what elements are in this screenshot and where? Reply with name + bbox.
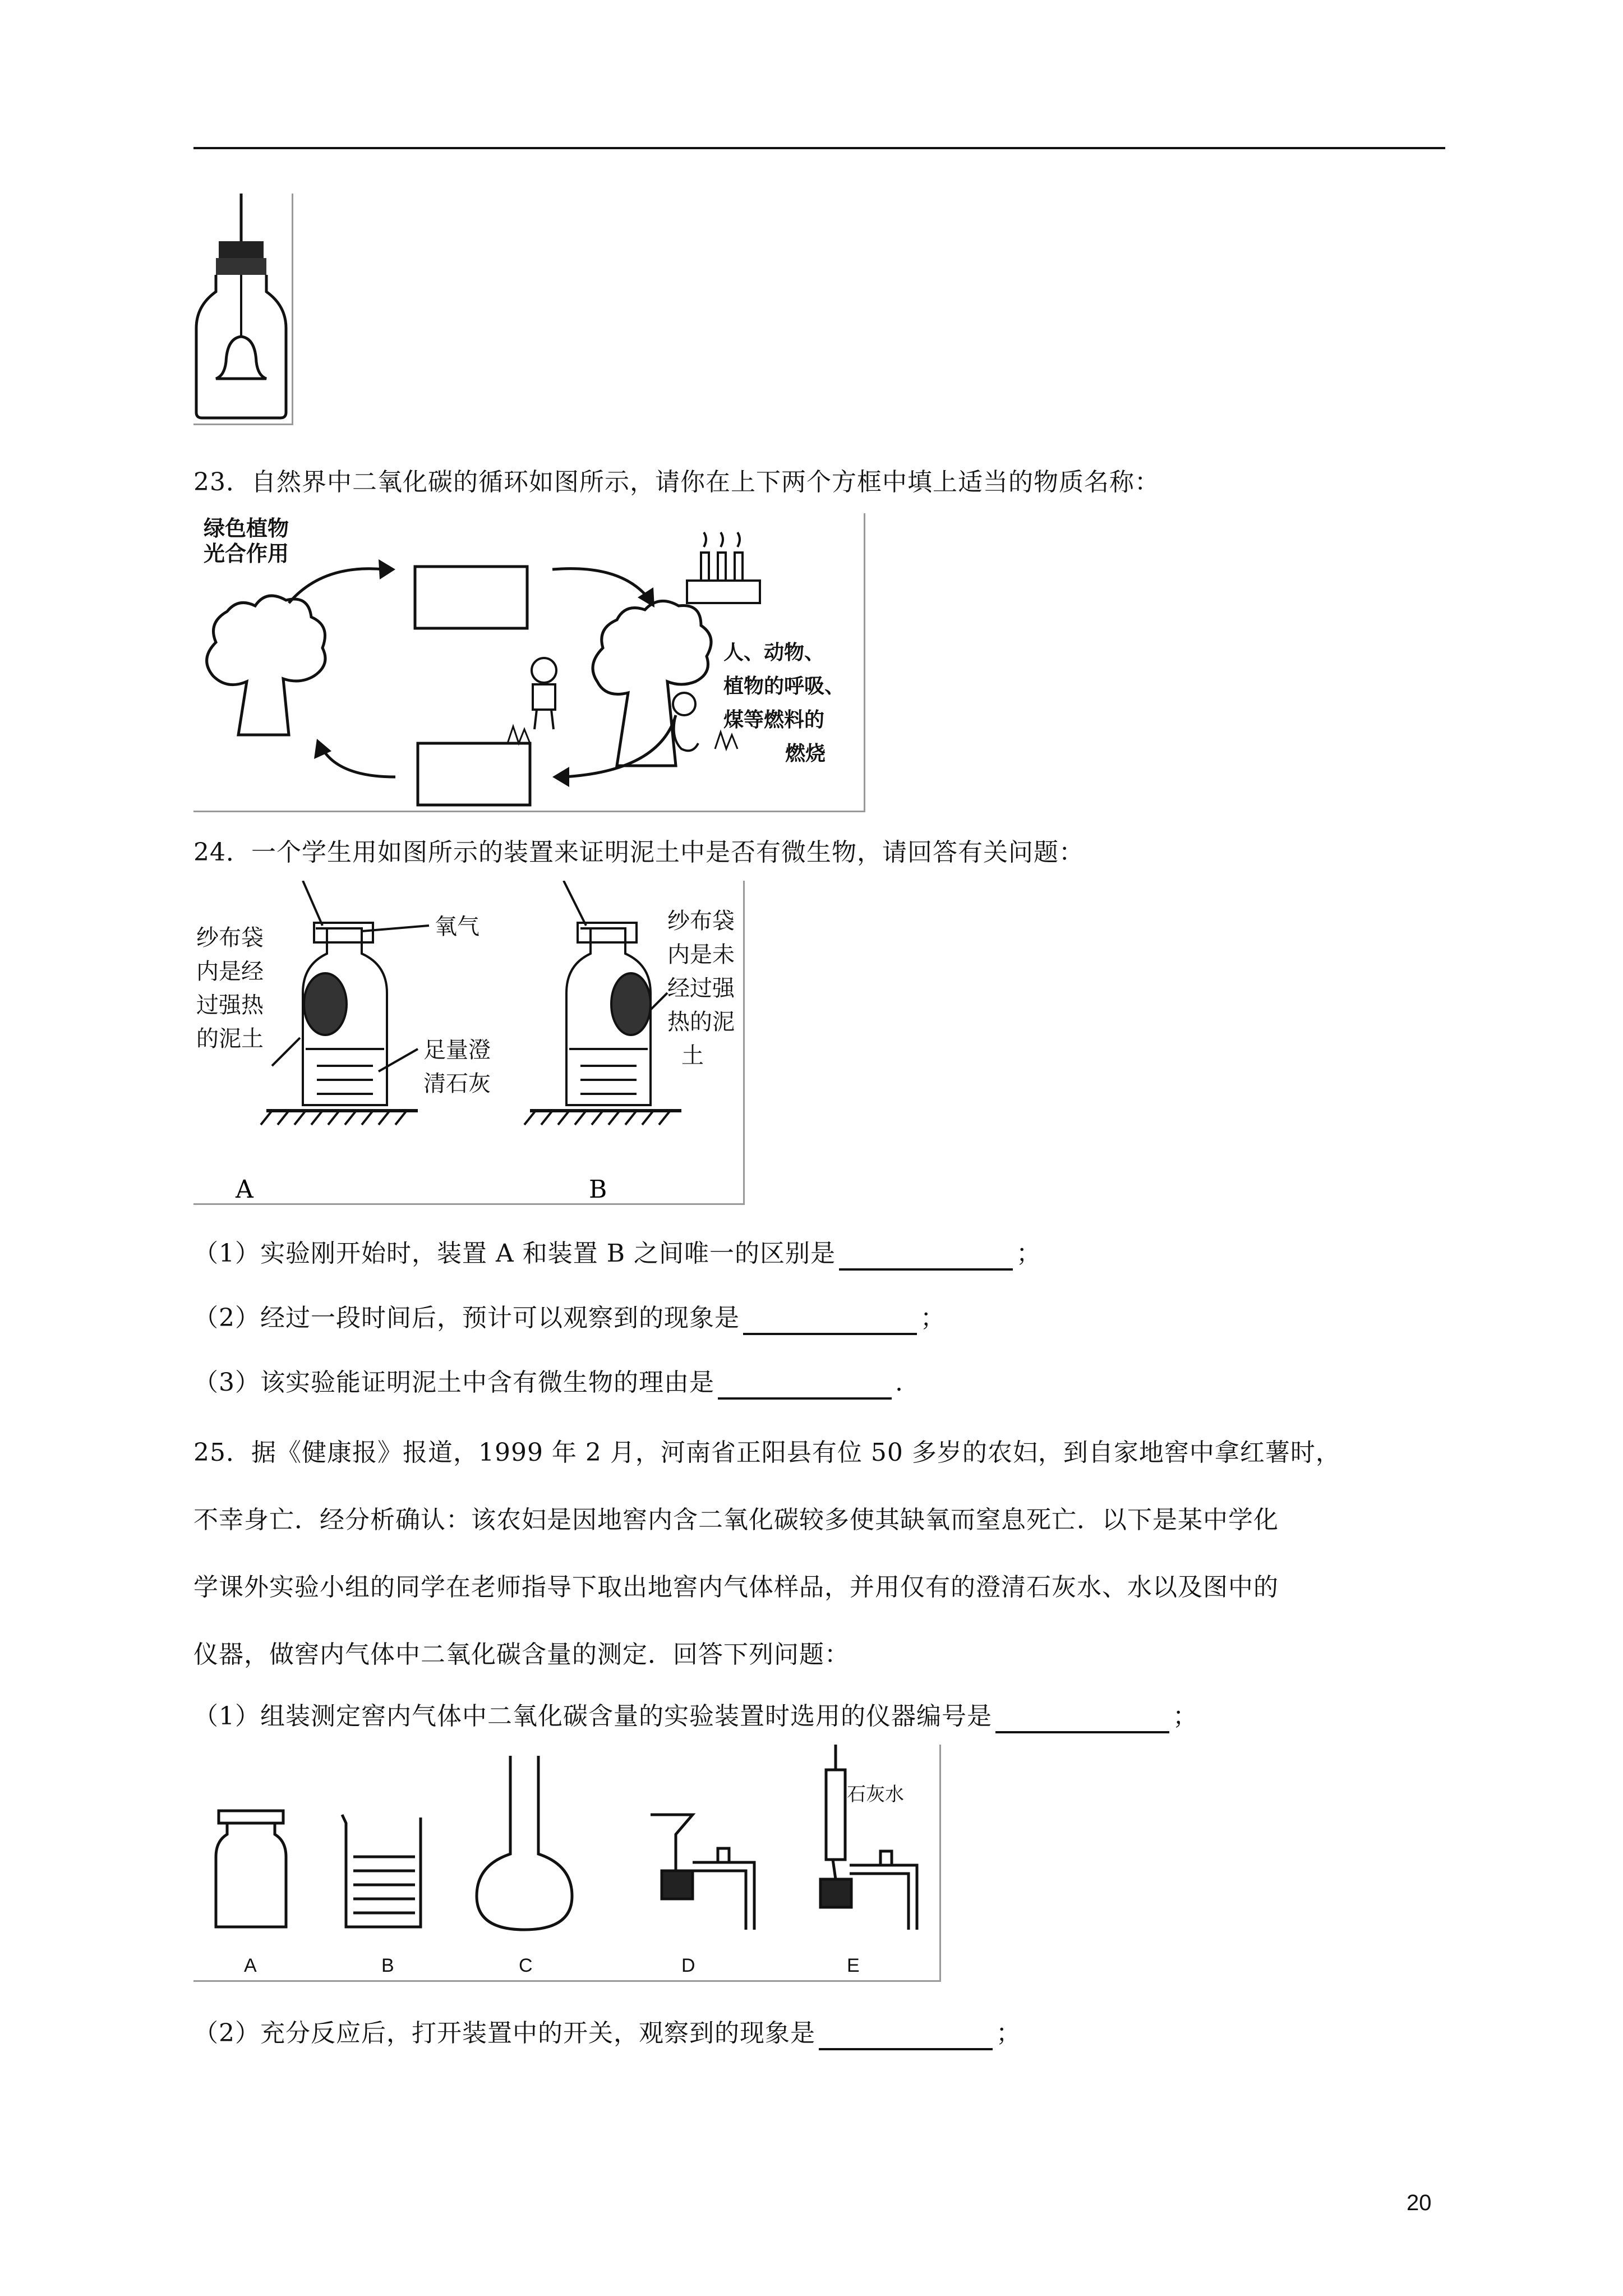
question-25-part-1 xyxy=(193,1700,1198,1733)
q24-answer-blank-2[interactable] xyxy=(743,1307,917,1335)
label-a-soil-3: 过强热 xyxy=(196,992,264,1018)
q24-part1-end: ； xyxy=(1016,1239,1042,1268)
label-b-soil-3: 经过强 xyxy=(667,976,735,1001)
label-instrument-e: E xyxy=(847,1955,860,1976)
label-limewater-2: 清石灰 xyxy=(423,1071,491,1097)
label-b-soil-1: 纱布袋 xyxy=(667,908,735,934)
question-25-line-2: 不幸身亡．经分析确认：该农妇是因地窖内含二氧化碳较多使其缺氧而窒息死亡．以下是某中学化 xyxy=(193,1506,1279,1534)
q25-answer-blank-1[interactable] xyxy=(995,1705,1169,1733)
q25-part2-prompt: （2）充分反应后，打开装置中的开关，观察到的现象是 xyxy=(193,2019,815,2047)
label-respiration-4: 燃烧 xyxy=(785,742,826,765)
label-a-soil-4: 的泥土 xyxy=(196,1026,264,1052)
apparatus-figure xyxy=(193,1745,941,1982)
question-25-line-3: 学课外实验小组的同学在老师指导下取出地窖内气体样品，并用仅有的澄清石灰水、水以及图中的 xyxy=(193,1573,1279,1602)
question-23-text: 23．自然界中二氧化碳的循环如图所示，请你在上下两个方框中填上适当的物质名称： xyxy=(193,468,1160,496)
label-b-soil-4: 热的泥 xyxy=(667,1009,735,1035)
label-photosynthesis-2: 光合作用 xyxy=(204,541,289,566)
label-oxygen: 氧气 xyxy=(435,914,479,940)
question-25-part-2 xyxy=(193,2017,1021,2050)
q25-answer-blank-2[interactable] xyxy=(819,2022,993,2050)
co2-cycle-figure xyxy=(193,513,865,812)
q24-part2-prompt: （2）经过一段时间后，预计可以观察到的现象是 xyxy=(193,1304,740,1332)
label-limewater-1: 足量澄 xyxy=(423,1037,491,1063)
q24-part2-end: ； xyxy=(920,1304,946,1332)
label-respiration-2: 植物的呼吸、 xyxy=(723,675,845,698)
header-rule xyxy=(193,147,1445,149)
soil-microbe-figure xyxy=(193,881,745,1205)
label-photosynthesis-1: 绿色植物 xyxy=(204,516,289,541)
label-instrument-c: C xyxy=(519,1955,533,1976)
q25-part1-prompt: （1）组装测定窖内气体中二氧化碳含量的实验装置时选用的仪器编号是 xyxy=(193,1702,992,1731)
q25-part1-end: ； xyxy=(1173,1702,1198,1731)
question-25-line-1: 25．据《健康报》报道，1999 年 2 月，河南省正阳县有位 50 多岁的农妇，到自家地窖中拿红薯时， xyxy=(193,1438,1341,1467)
label-respiration-3: 煤等燃料的 xyxy=(723,708,825,731)
label-a-soil-1: 纱布袋 xyxy=(196,925,264,951)
label-instrument-b: B xyxy=(381,1955,394,1976)
question-24-part-1 xyxy=(193,1237,1041,1271)
label-b-soil-5: 土 xyxy=(681,1043,704,1069)
label-respiration-1: 人、动物、 xyxy=(723,641,825,664)
question-24-text: 24．一个学生用如图所示的装置来证明泥土中是否有微生物，请回答有关问题： xyxy=(193,838,1084,867)
label-device-a: A xyxy=(236,1175,253,1203)
label-a-soil-2: 内是经 xyxy=(196,959,264,984)
label-instrument-a: A xyxy=(244,1955,257,1976)
label-b-soil-2: 内是未 xyxy=(667,942,735,968)
page-number: 20 xyxy=(1407,2191,1432,2215)
question-24-part-2 xyxy=(193,1301,946,1335)
q24-part1-prompt: （1）实验刚开始时，装置 A 和装置 B 之间唯一的区别是 xyxy=(193,1239,836,1268)
label-instrument-d: D xyxy=(681,1955,695,1976)
label-device-b: B xyxy=(589,1175,607,1203)
bell-bottle-figure xyxy=(193,194,293,425)
q25-part2-end: ； xyxy=(996,2019,1021,2047)
q24-part3-end: . xyxy=(895,1368,903,1397)
question-25-line-4: 仪器，做窖内气体中二氧化碳含量的测定．回答下列问题： xyxy=(193,1640,850,1669)
label-limewater: 石灰水 xyxy=(847,1783,904,1806)
question-24-part-3 xyxy=(193,1366,903,1400)
q24-answer-blank-1[interactable] xyxy=(839,1243,1013,1271)
q24-part3-prompt: （3）该实验能证明泥土中含有微生物的理由是 xyxy=(193,1368,714,1397)
q24-answer-blank-3[interactable] xyxy=(718,1372,892,1400)
